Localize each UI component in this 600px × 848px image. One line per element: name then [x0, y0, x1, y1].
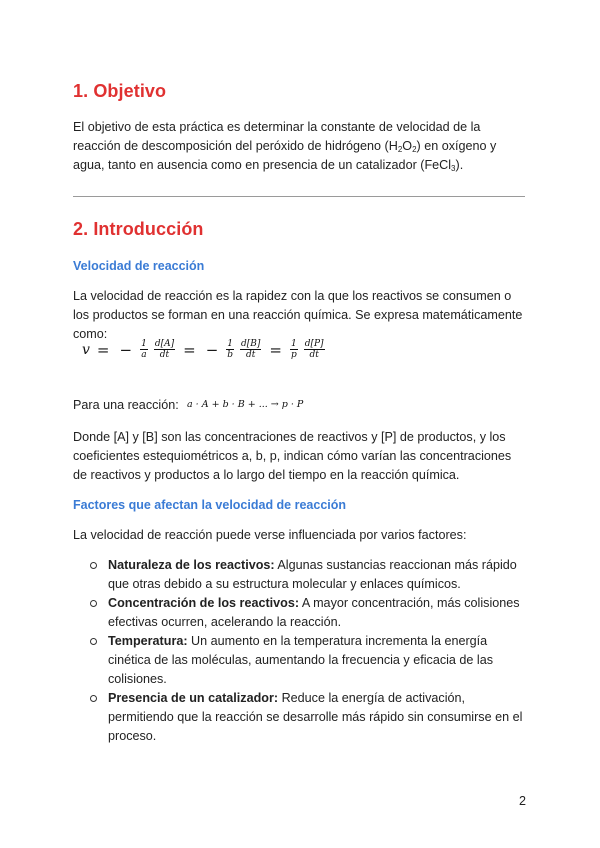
factor-label: Presencia de un catalizador:: [108, 691, 279, 705]
formula-minus-2: −: [205, 340, 219, 359]
objective-paragraph: [73, 118, 528, 175]
section-title-introduccion: 2. Introducción: [73, 219, 204, 239]
deriv-a-num: d[A]: [154, 339, 175, 349]
coef-p-den: p: [290, 350, 297, 360]
formula-minus-1: −: [119, 340, 133, 359]
objective-text-d: ).: [455, 158, 464, 172]
coef-p-num: 1: [290, 339, 297, 349]
formula-deriv-p: [304, 339, 325, 360]
factors-intro-paragraph: La velocidad de reacción puede verse influenciada por varios factores:: [73, 528, 467, 542]
factor-text: Reduce la energía de activación, permitiendo que la reacción se desarrolle más rápido sin consumirse en el proceso.: [108, 691, 523, 743]
formula-deriv-a: [154, 339, 175, 360]
objective-text-c: ) en oxígeno y agua, tanto en ausencia como en presencia de un catalizador (FeCl: [73, 139, 497, 172]
deriv-p-num: d[P]: [304, 339, 324, 349]
list-item: [88, 594, 533, 632]
deriv-p-den: dt: [309, 350, 319, 360]
reaction-label: Para una reacción:: [73, 398, 179, 412]
factor-text: Un aumento en la temperatura incrementa la energía cinética de las moléculas, aumentando la frecuencia y eficacia de las colisiones.: [108, 634, 494, 686]
factor-text: Algunas sustancias reaccionan más rápido que otras debido a su estructura molecular y enlaces químicos.: [108, 558, 517, 591]
concentrations-paragraph: Donde [A] y [B] son las concentraciones de reactivos y [P] de productos, y los coeficientes estequiométricos a, b, p, indican cómo varían las concentraciones de reactivos y productos a lo largo del tiempo en la reacción química.: [73, 430, 512, 482]
bullet-circle-icon: [90, 695, 97, 702]
subscript-cl: 3: [451, 164, 456, 173]
factor-label: Concentración de los reactivos:: [108, 596, 300, 610]
subheading-velocidad: Velocidad de reacción: [73, 259, 205, 273]
coef-b-num: 1: [227, 339, 233, 349]
coef-a-num: 1: [141, 339, 147, 349]
bullet-circle-icon: [90, 562, 97, 569]
section-divider: [73, 196, 525, 197]
factor-label: Naturaleza de los reactivos:: [108, 558, 275, 572]
factor-text: A mayor concentración, más colisiones efectivas ocurren, acelerando la reacción.: [108, 596, 520, 629]
objective-text-b: O: [402, 139, 413, 153]
list-item: [88, 632, 533, 689]
formula-coef-b: [226, 339, 234, 360]
bullet-circle-icon: [90, 600, 97, 607]
subscript-o: 2: [412, 145, 417, 154]
velocity-definition-paragraph: La velocidad de reacción es la rapidez con la que los reactivos se consumen o los productos se forman en una reacción química. Se expresa matemáticamente como:: [73, 289, 523, 341]
formula-v: v: [82, 341, 90, 358]
coef-b-den: b: [227, 350, 234, 360]
formula-equals-2: =: [183, 340, 196, 359]
objective-text-a: El objetivo de esta práctica es determinar la constante de velocidad de la reacción de descomposición del peróxido de hidrógeno (H: [73, 120, 481, 153]
formula-coef-p: [290, 339, 298, 360]
formula-coef-a: [140, 339, 148, 360]
rate-formula: [82, 339, 326, 360]
formula-equals-3: =: [269, 340, 282, 359]
formula-deriv-b: [240, 339, 261, 360]
subheading-factores: Factores que afectan la velocidad de reacción: [73, 498, 347, 512]
subscript-h: 2: [397, 145, 403, 154]
reaction-equation: a · A + b · B + ... → p · P: [187, 399, 304, 410]
factors-list: [88, 556, 533, 746]
list-item: [88, 689, 533, 746]
deriv-b-num: d[B]: [241, 339, 261, 349]
section-title-objetivo: 1. Objetivo: [73, 81, 167, 101]
deriv-b-den: dt: [246, 350, 256, 360]
coef-a-den: a: [141, 350, 147, 360]
factor-label: Temperatura:: [108, 634, 188, 648]
list-item: [88, 556, 533, 594]
formula-equals: =: [96, 340, 110, 359]
deriv-a-den: dt: [159, 350, 170, 360]
page-number: 2: [519, 794, 527, 808]
bullet-circle-icon: [90, 638, 97, 645]
